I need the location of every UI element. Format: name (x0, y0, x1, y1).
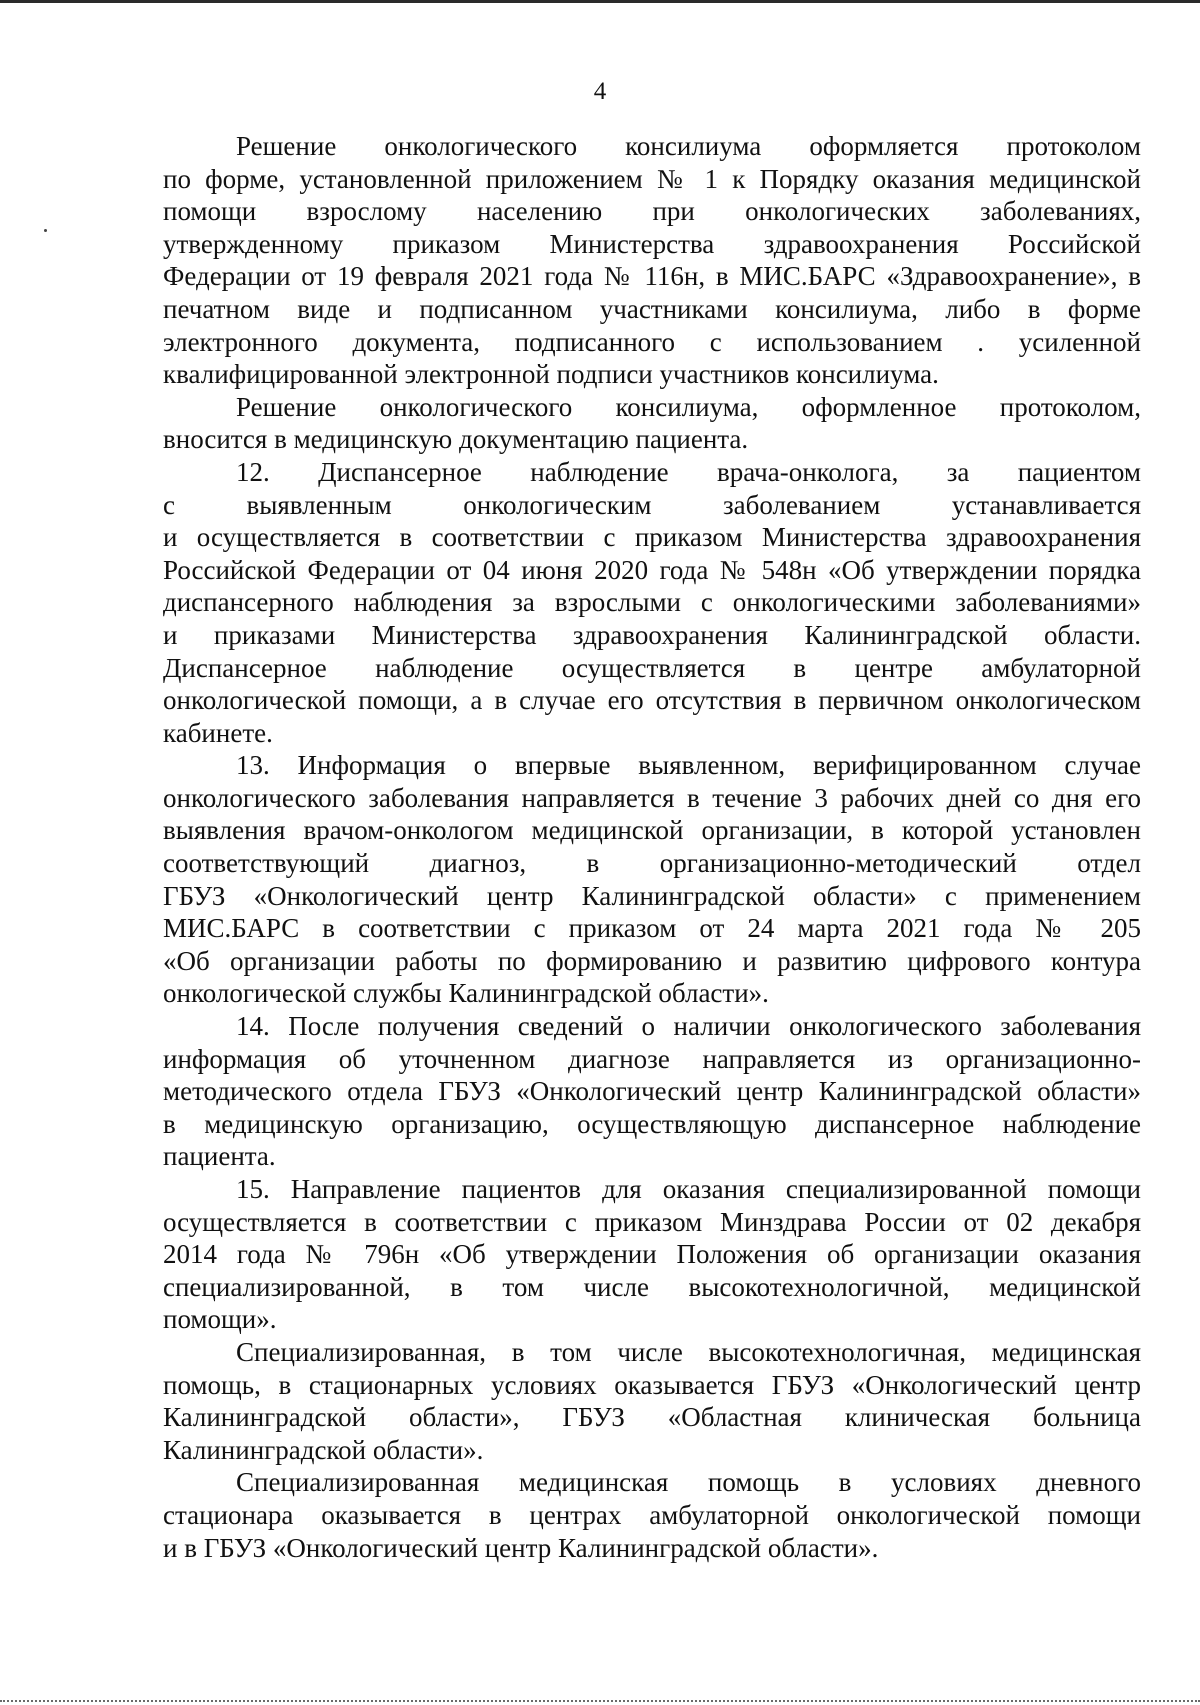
text-line: кабинете. (163, 717, 273, 748)
text-line: онкологического заболевания направляется в течение 3 рабочих дней со дня его (163, 782, 1141, 813)
text-line: Российской Федерации от 04 июня 2020 года № 548н «Об утверждении порядка (163, 554, 1141, 585)
text-line: онкологической службы Калининградской области». (163, 978, 769, 1009)
text-line: утвержденному приказом Министерства здравоохранения Российской (163, 228, 1141, 259)
text-line: 13. Информация о впервые выявленном, верифицированном случае (236, 750, 1141, 781)
text-line: помощь, в стационарных условиях оказывается ГБУЗ «Онкологический центр (163, 1369, 1141, 1400)
scan-speck (44, 229, 47, 232)
text-line: информация об уточненном диагнозе направляется из организационно- (163, 1043, 1141, 1074)
text-line: 12. Диспансерное наблюдение врача-онколога, за пациентом (236, 456, 1141, 487)
text-line: пациента. (163, 1141, 276, 1172)
text-line: Специализированная, в том числе высокотехнологичная, медицинская (236, 1336, 1141, 1367)
text-line: Решение онкологического консилиума, оформленное протоколом, (236, 391, 1141, 422)
text-line: «Об организации работы по формированию и развитию цифрового контура (163, 945, 1141, 976)
text-line: с выявленным онкологическим заболеванием устанавливается (163, 489, 1141, 520)
text-line: и осуществляется в соответствии с приказом Министерства здравоохранения (163, 522, 1141, 553)
paragraph (163, 391, 1141, 456)
bottom-edge-rule (0, 1700, 1200, 1704)
text-line: МИС.БАРС в соответствии с приказом от 24 марта 2021 года № 205 (163, 913, 1141, 944)
text-line: помощи». (163, 1304, 277, 1335)
text-line: Решение онкологического консилиума оформляется протоколом (236, 131, 1141, 161)
text-line: 14. После получения сведений о наличии онкологического заболевания (236, 1011, 1141, 1042)
paragraph (163, 456, 1141, 749)
text-line: Калининградской области». (163, 1434, 484, 1465)
text-line: методического отдела ГБУЗ «Онкологический центр Калининградской области» (163, 1076, 1141, 1107)
page-number: 4 (593, 78, 607, 105)
text-line: 2014 года № 796н «Об утверждении Положения об организации оказания (163, 1239, 1141, 1270)
paragraph (163, 1336, 1141, 1466)
text-line: Калининградской области», ГБУЗ «Областная клиническая больница (163, 1402, 1141, 1433)
paragraph (163, 1466, 1141, 1564)
text-line: помощи взрослому населению при онкологических заболеваниях, (163, 196, 1141, 227)
text-line: стационара оказывается в центрах амбулаторной онкологической помощи (163, 1499, 1141, 1530)
text-line: и в ГБУЗ «Онкологический центр Калининградской области». (163, 1532, 879, 1563)
text-line: диспансерного наблюдения за взрослыми с онкологическими заболеваниями» (163, 587, 1141, 618)
text-line: Специализированная медицинская помощь в условиях дневного (236, 1467, 1141, 1498)
text-line: соответствующий диагноз, в организационно-методический отдел (163, 848, 1141, 879)
text-line: Федерации от 19 февраля 2021 года № 116н, в МИС.БАРС «Здравоохранение», в (163, 261, 1141, 292)
text-line: в медицинскую организацию, осуществляющую диспансерное наблюдение (163, 1108, 1141, 1139)
text-line: выявления врачом-онкологом медицинской организации, в которой установлен (163, 815, 1141, 846)
text-line: ГБУЗ «Онкологический центр Калининградской области» с применением (163, 880, 1141, 911)
paragraph (163, 1173, 1141, 1336)
text-line: онкологической помощи, а в случае его отсутствия в первичном онкологическом (163, 685, 1141, 716)
text-line: электронного документа, подписанного с использованием . усиленной (163, 326, 1141, 357)
text-line: и приказами Министерства здравоохранения Калининградской области. (163, 619, 1141, 650)
text-line: специализированной, в том числе высокотехнологичной, медицинской (163, 1271, 1141, 1302)
paragraph (163, 1010, 1141, 1173)
paragraph (163, 130, 1141, 391)
text-line: вносится в медицинскую документацию пациента. (163, 424, 749, 455)
text-line: печатном виде и подписанном участниками консилиума, либо в форме (163, 293, 1141, 324)
text-line: Диспансерное наблюдение осуществляется в центре амбулаторной (163, 652, 1141, 683)
text-line: квалифицированной электронной подписи участников консилиума. (163, 359, 939, 390)
text-line: 15. Направление пациентов для оказания специализированной помощи (236, 1174, 1141, 1204)
top-edge-rule (0, 0, 1200, 3)
text-line: по форме, установленной приложением № 1 к Порядку оказания медицинской (163, 163, 1141, 194)
text-line: осуществляется в соответствии с приказом Минздрава России от 02 декабря (163, 1206, 1141, 1237)
document-body (163, 130, 1141, 1564)
paragraph (163, 749, 1141, 1010)
